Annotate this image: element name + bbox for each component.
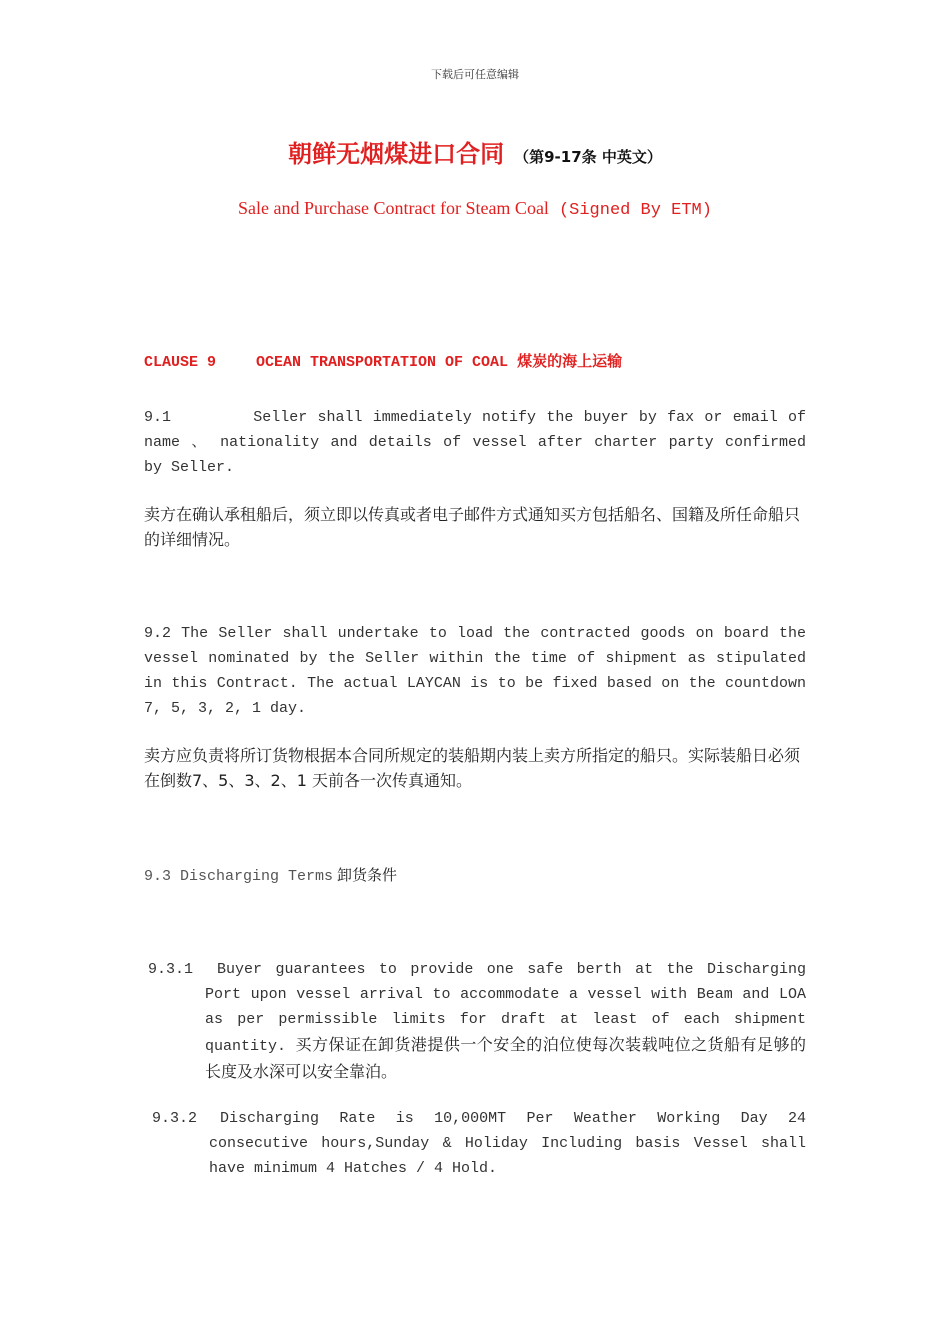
section-9-3-title-en: 9.3 Discharging Terms (144, 868, 334, 885)
title-en-signed: (Signed By ETM) (558, 201, 712, 220)
header-note: 下载后可任意编辑 (431, 68, 519, 81)
title-english (0, 198, 950, 220)
clause-9-3-2-body: Discharging Rate is 10,000MT Per Weather Working Day 24 consecutive hours,Sunday & Holiday Including basis Vessel shall have minimum 4 Hatches / 4 Hold. (209, 1110, 806, 1177)
clause-9-3-2-label: 9.3.2 (152, 1110, 198, 1127)
para-9-2-en: 9.2 The Seller shall undertake to load the contracted goods on board the vessel nominated by the Seller within the time of shipment as stipulated in this Contract. The actual LAYCAN is to be fixed based on the countdown 7, 5, 3, 2, 1 day. (144, 625, 806, 717)
clause-9-3-1-body (205, 957, 806, 1086)
clause-9-3-1-label: 9.3.1 (148, 961, 194, 978)
clause-9-heading (144, 350, 806, 371)
clause-number: CLAUSE 9 (144, 354, 217, 371)
clause-9-3-1-en: Buyer guarantees to provide one safe berth at the Discharging Port upon vessel arrival to accommodate a vessel with Beam and LOA as per permissible limits for draft at least of each shipment quantity. (205, 961, 806, 1055)
para-9-1-en: 9.1 Seller shall immediately notify the buyer by fax or email of name 、 nationality and details of vessel after charter party confirmed by Seller. (144, 409, 816, 476)
para-9-1-cn: 卖方在确认承租船后，须立即以传真或者电子邮件方式通知买方包括船名、国籍及所任命船只的详细情况。 (144, 505, 801, 549)
title-cn-main: 朝鲜无烟煤进口合同 (288, 140, 505, 168)
section-9-3-title-cn: 卸货条件 (337, 866, 398, 884)
clause-9-3-2 (152, 1106, 806, 1181)
title-en-main: Sale and Purchase Contract for Steam Coal (238, 198, 549, 218)
title-cn-sub: （第9-17条 中英文） (514, 148, 662, 166)
clause-title-cn: 煤炭的海上运输 (517, 352, 623, 370)
title-chinese (0, 134, 950, 169)
para-9-2-cn: 卖方应负责将所订货物根据本合同所规定的装船期内装上卖方所指定的船只。实际装船日必须在倒数7、5、3、2、1 天前各一次传真通知。 (144, 746, 801, 790)
section-9-3-heading (144, 864, 397, 885)
clause-9-3-1 (148, 957, 806, 1086)
clause-title-en: OCEAN TRANSPORTATION OF COAL (256, 354, 509, 371)
clause-9-3-1-cn: 买方保证在卸货港提供一个安全的泊位使每次装载吨位之货船有足够的长度及水深可以安全靠泊。 (205, 1035, 806, 1081)
